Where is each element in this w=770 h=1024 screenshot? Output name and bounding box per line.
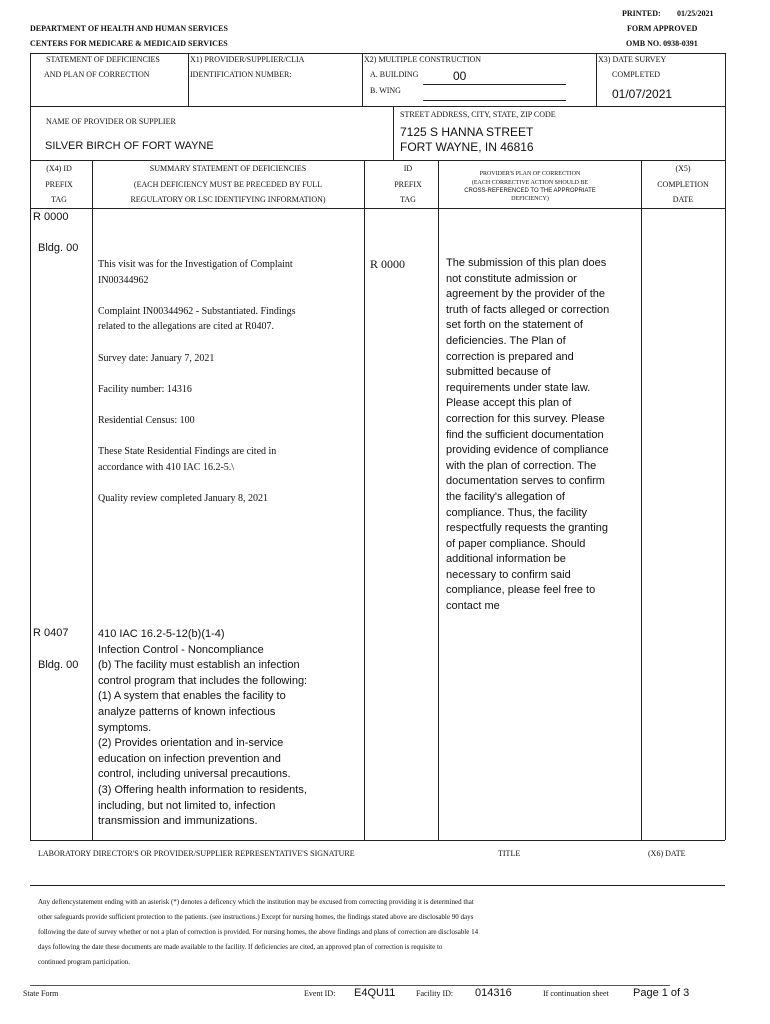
summary-label-2: (EACH DEFICIENCY MUST BE PRECEDED BY FULL xyxy=(133,180,323,189)
rule-provider-mid xyxy=(393,106,394,160)
rule-colhead-bottom xyxy=(30,208,725,209)
department-title: DEPARTMENT OF HEALTH AND HUMAN SERVICES xyxy=(30,24,228,33)
id-label-1: ID xyxy=(403,164,413,173)
rule-top xyxy=(30,53,725,54)
x4-label-2: PREFIX xyxy=(45,180,73,189)
summary-r0000-line: These State Residential Findings are cited in xyxy=(98,446,277,458)
address-line-1: 7125 S HANNA STREET xyxy=(400,125,534,139)
plan-label-3: CROSS-REFERENCED TO THE APPROPRIATE xyxy=(464,188,596,194)
continuation-label: If continuation sheet xyxy=(543,989,609,998)
survey-date-value: 01/07/2021 xyxy=(612,87,673,101)
building-value: 00 xyxy=(453,69,467,83)
summary-r0000-line: Quality review completed January 8, 2021 xyxy=(98,492,268,504)
plan-r0000-line: providing evidence of compliance xyxy=(446,444,609,457)
rule-colhead-top xyxy=(30,160,725,161)
plan-r0000-line: submitted because of xyxy=(446,366,551,379)
plan-r0000-line: agreement by the provider of the xyxy=(446,288,605,301)
plan-label-4: DEFICIENCY) xyxy=(511,196,549,202)
summary-r0407-line: analyze patterns of known infectious xyxy=(98,705,276,718)
summary-label-3: REGULATORY OR LSC IDENTIFYING INFORMATION) xyxy=(130,195,326,204)
signature-date: (X6) DATE xyxy=(648,849,686,858)
plan-label-2: (EACH CORRECTIVE ACTION SHOULD BE xyxy=(471,180,589,186)
wing-label: B. WING xyxy=(370,86,401,95)
disclaimer-line: days following the date these documents are made available to the facility. If deficiencies are cited, an approved plan of correction is requisite to xyxy=(38,943,443,951)
disclaimer xyxy=(38,895,718,970)
tag-r0407: R 0407 xyxy=(33,627,69,639)
rule-left-provider xyxy=(30,106,31,160)
plan-r0000 xyxy=(446,256,638,615)
plan-r0000-line: the facility's allegation of xyxy=(446,490,565,503)
omb-number: OMB NO. 0938-0391 xyxy=(626,39,698,48)
rule-body-c2 xyxy=(364,160,365,840)
disclaimer-line: continued program participation. xyxy=(38,958,130,966)
summary-r0407-line: including, but not limited to, infection xyxy=(98,799,276,812)
summary-r0000 xyxy=(98,257,360,507)
rule-body-right xyxy=(725,160,726,840)
x5-label-2: COMPLETION xyxy=(657,180,709,189)
id-tag-r0000: R 0000 xyxy=(370,257,406,271)
rule-signature-bottom xyxy=(30,885,725,886)
id-label-3: TAG xyxy=(400,195,416,204)
form-approved: FORM APPROVED xyxy=(627,24,698,33)
plan-r0000-line: additional information be xyxy=(446,553,566,566)
summary-r0407-line: education on infection prevention and xyxy=(98,752,281,765)
plan-r0000-line: compliance. Thus, the facility xyxy=(446,506,588,519)
summary-r0407-line: (2) Provides orientation and in-service xyxy=(98,737,284,750)
rule-body-c3 xyxy=(438,160,439,840)
event-id-value: E4QU11 xyxy=(354,987,396,999)
plan-r0000-line: correction is prepared and xyxy=(446,350,574,363)
address-label: STREET ADDRESS, CITY, STATE, ZIP CODE xyxy=(400,110,556,119)
rule-body-left xyxy=(30,160,31,840)
id-label-2: PREFIX xyxy=(394,180,422,189)
summary-r0000-line xyxy=(98,397,360,413)
facility-id-value: 014316 xyxy=(475,987,512,999)
summary-r0407-line: 410 IAC 16.2-5-12(b)(1-4) xyxy=(98,628,225,640)
summary-r0000-line xyxy=(98,335,360,351)
plan-r0000-line: find the sufficient documentation xyxy=(446,428,604,441)
plan-label-1: PROVIDER'S PLAN OF CORRECTION xyxy=(479,171,581,177)
rule-provider-top xyxy=(30,106,725,107)
summary-r0000-line: Facility number: 14316 xyxy=(98,383,192,395)
summary-r0000-line xyxy=(98,288,360,304)
event-id-label: Event ID: xyxy=(304,989,336,998)
plan-r0000-line: respectfully requests the granting xyxy=(446,522,609,535)
rule-left-id xyxy=(30,53,31,106)
rule-body-c4 xyxy=(641,160,642,840)
facility-id-label: Facility ID: xyxy=(416,989,454,998)
plan-r0000-line: truth of facts alleged or correction xyxy=(446,303,610,316)
summary-r0000-line: Complaint IN00344962 - Substantiated. Findings xyxy=(98,305,296,317)
summary-r0000-line: related to the allegations are cited at R0407. xyxy=(98,321,275,333)
building-label: A. BUILDING xyxy=(370,70,419,79)
rule-body-c1 xyxy=(92,160,93,840)
plan-r0000-line: necessary to confirm said xyxy=(446,568,571,581)
disclaimer-line: Any defiencystatement ending with an asterisk (*) denotes a deficency which the institution may be excused from correcting providing it is determined that xyxy=(38,898,474,906)
rule-right-provider xyxy=(725,106,726,160)
summary-r0407-line: (b) The facility must establish an infection xyxy=(98,659,300,672)
bldg-r0000: Bldg. 00 xyxy=(38,242,79,254)
summary-r0000-line xyxy=(98,366,360,382)
summary-r0000-line xyxy=(98,429,360,445)
rule-body-bottom xyxy=(30,840,725,841)
summary-r0407-line: (3) Offering health information to residents, xyxy=(98,783,307,796)
summary-r0000-line: Residential Census: 100 xyxy=(98,414,195,426)
signature-label: LABORATORY DIRECTOR'S OR PROVIDER/SUPPLIER REPRESENTATIVE'S SIGNATURE xyxy=(38,849,355,858)
rule-right-id xyxy=(725,53,726,106)
page-number: Page 1 of 3 xyxy=(633,987,690,999)
x2-label: X2) MULTIPLE CONSTRUCTION xyxy=(364,55,482,64)
summary-r0000-line: This visit was for the Investigation of Complaint xyxy=(98,259,293,270)
summary-label-1: SUMMARY STATEMENT OF DEFICIENCIES xyxy=(149,164,307,173)
provider-name-value: SILVER BIRCH OF FORT WAYNE xyxy=(45,140,214,152)
plan-r0000-line: compliance, please feel free to xyxy=(446,584,596,597)
signature-title: TITLE xyxy=(498,849,521,858)
summary-r0407-line: Infection Control - Noncompliance xyxy=(98,643,264,656)
summary-r0407-line: (1) A system that enables the facility to xyxy=(98,690,286,703)
printed-date: 01/25/2021 xyxy=(677,9,714,18)
provider-name-label: NAME OF PROVIDER OR SUPPLIER xyxy=(46,117,176,126)
plan-r0000-line: deficiencies. The Plan of xyxy=(446,334,566,347)
rule-footer xyxy=(30,985,670,986)
state-form-label: State Form xyxy=(23,989,59,998)
x5-label-1: (X5) xyxy=(675,164,691,173)
plan-r0000-line: correction for this survey. Please xyxy=(446,412,605,425)
x1-label-1: X1) PROVIDER/SUPPLIER/CLIA xyxy=(190,55,305,64)
summary-r0407-line: control, including universal precautions. xyxy=(98,768,291,781)
centers-title: CENTERS FOR MEDICARE & MEDICAID SERVICES xyxy=(30,39,228,48)
x3-label-2: COMPLETED xyxy=(612,70,660,79)
disclaimer-line: other safeguards provide sufficient protection to the patients. (see instructions.) Except for nursing homes, the findings stated above are disclosable 90 days xyxy=(38,913,474,921)
plan-r0000-line: The submission of this plan does xyxy=(446,257,607,269)
plan-r0000-line: with the plan of correction. The xyxy=(446,459,597,472)
x4-label-3: TAG xyxy=(51,195,67,204)
summary-r0407-line: control program that includes the following: xyxy=(98,674,308,687)
printed-label: PRINTED: xyxy=(622,9,661,18)
summary-r0000-line: accordance with 410 IAC 16.2-5.\ xyxy=(98,461,235,473)
plan-r0000-line: contact me xyxy=(446,600,500,613)
plan-r0000-line: Please accept this plan of xyxy=(446,397,572,410)
x5-label-3: DATE xyxy=(672,195,694,204)
summary-r0000-line: Survey date: January 7, 2021 xyxy=(98,352,215,364)
building-underline xyxy=(423,84,566,85)
disclaimer-line: following the date of survey whether or not a plan of correction is provided. For nursing homes, the above findings and plans of correction are disclosable 14 xyxy=(38,928,479,936)
x1-label-2: IDENTIFICATION NUMBER: xyxy=(190,70,292,79)
tag-r0000: R 0000 xyxy=(33,211,69,223)
rule-x3 xyxy=(596,53,597,106)
bldg-r0407: Bldg. 00 xyxy=(38,659,79,671)
summary-r0407 xyxy=(98,627,360,830)
plan-r0000-line: requirements under state law. xyxy=(446,381,591,394)
summary-r0000-line: IN00344962 xyxy=(98,274,149,286)
statement-label-2: AND PLAN OF CORRECTION xyxy=(44,70,150,79)
plan-r0000-line: documentation serves to confirm xyxy=(446,475,605,488)
wing-underline xyxy=(423,100,566,101)
x4-label-1: (X4) ID xyxy=(46,164,72,173)
plan-r0000-line: not constitute admission or xyxy=(446,272,577,285)
x3-label-1: X3) DATE SURVEY xyxy=(598,55,667,64)
plan-r0000-line: of paper compliance. Should xyxy=(446,537,586,550)
rule-x2 xyxy=(362,53,363,106)
rule-x1 xyxy=(188,53,189,106)
summary-r0000-line xyxy=(98,475,360,491)
statement-label-1: STATEMENT OF DEFICIENCIES xyxy=(46,55,160,64)
plan-r0000-line: set forth on the statement of xyxy=(446,319,583,332)
summary-r0407-line: transmission and immunizations. xyxy=(98,815,258,828)
address-line-2: FORT WAYNE, IN 46816 xyxy=(400,140,534,154)
summary-r0407-line: symptoms. xyxy=(98,721,152,734)
